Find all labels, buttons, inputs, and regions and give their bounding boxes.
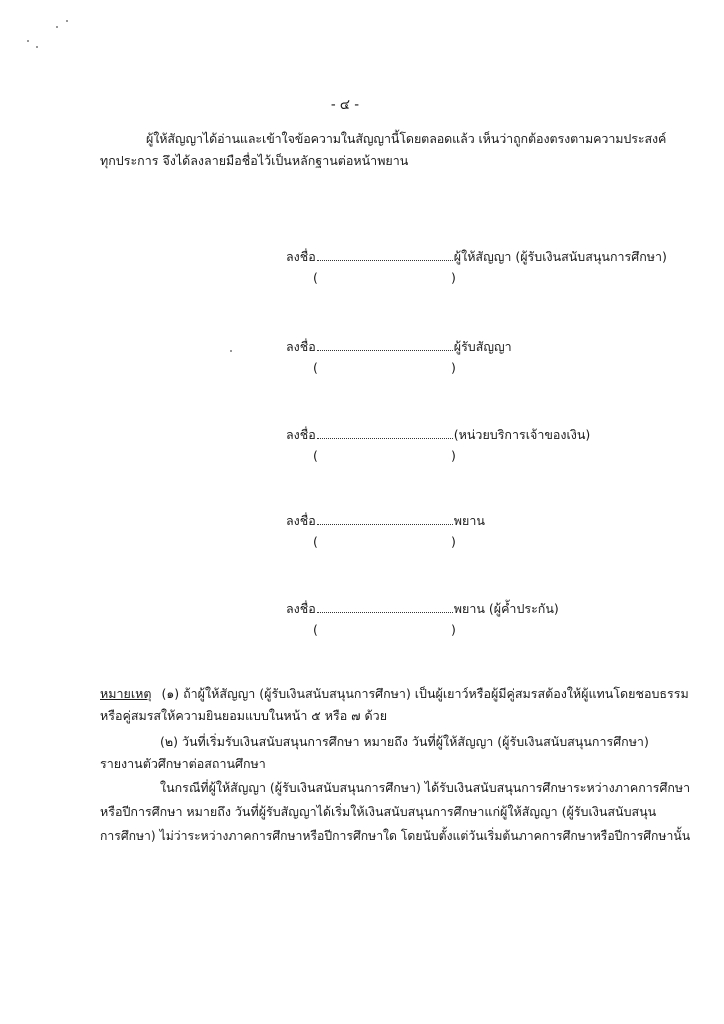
page-number: - ๔ - bbox=[330, 97, 360, 113]
note-3-line-2: หรือปีการศึกษา หมายถึง วันที่ผู้รับสัญญาได้เริ่มให้เงินสนับสนุนการศึกษาแก่ผู้ให้สัญญา (ผู้รับเงินสนับสนุน bbox=[100, 804, 657, 819]
signature-prefix: ลงชื่อ bbox=[286, 427, 316, 442]
signature-block-4 bbox=[286, 510, 686, 552]
paren-close: ) bbox=[451, 622, 456, 637]
note-2-line-1: (๒) วันที่เริ่มรับเงินสนับสนุนการศึกษา หมายถึง วันที่ผู้ให้สัญญา (ผู้รับเงินสนับสนุนการศึกษา) bbox=[160, 734, 649, 749]
signature-line[interactable] bbox=[317, 600, 453, 613]
printed-name-line[interactable] bbox=[286, 532, 686, 552]
signature-block-2 bbox=[286, 336, 686, 378]
signature-line[interactable] bbox=[317, 426, 453, 439]
note-3-line-1: ในกรณีที่ผู้ให้สัญญา (ผู้รับเงินสนับสนุนการศึกษา) ได้รับเงินสนับสนุนการศึกษาระหว่างภาคการศึกษา bbox=[160, 780, 691, 795]
signature-line[interactable] bbox=[317, 248, 453, 261]
intro-line-2: ทุกประการ จึงได้ลงลายมือชื่อไว้เป็นหลักฐานต่อหน้าพยาน bbox=[100, 153, 409, 168]
paren-close: ) bbox=[451, 360, 456, 375]
printed-name-line[interactable] bbox=[286, 446, 686, 466]
scan-speck bbox=[66, 20, 68, 22]
note-1-line-2: หรือคู่สมรสให้ความยินยอมแบบในหน้า ๕ หรือ ๗ ด้วย bbox=[100, 708, 388, 723]
paren-open: ( bbox=[313, 448, 318, 463]
paren-close: ) bbox=[451, 270, 456, 285]
intro-line-1: ผู้ให้สัญญาได้อ่านและเข้าใจข้อความในสัญญานี้โดยตลอดแล้ว เห็นว่าถูกต้องตรงตามความประสงค์ bbox=[146, 131, 667, 146]
paren-close: ) bbox=[451, 534, 456, 549]
paren-open: ( bbox=[313, 534, 318, 549]
printed-name-line[interactable] bbox=[286, 268, 686, 288]
signature-role: พยาน bbox=[453, 513, 485, 528]
note-1-line-1 bbox=[100, 684, 689, 704]
signature-role: (หน่วยบริการเจ้าของเงิน) bbox=[453, 427, 591, 442]
note-1-text: (๑) ถ้าผู้ให้สัญญา (ผู้รับเงินสนับสนุนการศึกษา) เป็นผู้เยาว์หรือผู้มีคู่สมรสต้องให้ผู้แทนโดยชอบธรรม bbox=[161, 686, 689, 701]
printed-name-line[interactable] bbox=[286, 620, 686, 640]
signature-prefix: ลงชื่อ bbox=[286, 249, 316, 264]
paren-open: ( bbox=[313, 270, 318, 285]
signature-role: ผู้รับสัญญา bbox=[453, 339, 512, 354]
signature-block-1 bbox=[286, 246, 686, 288]
signature-block-3 bbox=[286, 424, 686, 466]
scan-speck bbox=[27, 40, 29, 42]
paren-open: ( bbox=[313, 622, 318, 637]
signature-line[interactable] bbox=[317, 512, 453, 525]
note-label: หมายเหตุ bbox=[100, 686, 152, 701]
paren-close: ) bbox=[451, 448, 456, 463]
signature-block-5 bbox=[286, 598, 686, 640]
signature-prefix: ลงชื่อ bbox=[286, 601, 316, 616]
scan-speck bbox=[36, 46, 38, 48]
scan-speck bbox=[230, 350, 232, 352]
note-3-line-3: การศึกษา) ไม่ว่าระหว่างภาคการศึกษาหรือปีการศึกษาใด โดยนับตั้งแต่วันเริ่มต้นภาคการศึกษาหรือปีการศึกษานั้น bbox=[100, 828, 691, 843]
signature-prefix: ลงชื่อ bbox=[286, 339, 316, 354]
note-2-line-2: รายงานตัวศึกษาต่อสถานศึกษา bbox=[100, 756, 266, 771]
paren-open: ( bbox=[313, 360, 318, 375]
signature-prefix: ลงชื่อ bbox=[286, 513, 316, 528]
signature-role: พยาน (ผู้ค้ำประกัน) bbox=[453, 601, 559, 616]
signature-line[interactable] bbox=[317, 338, 453, 351]
scan-speck bbox=[56, 26, 58, 28]
signature-role: ผู้ให้สัญญา (ผู้รับเงินสนับสนุนการศึกษา) bbox=[453, 249, 667, 264]
printed-name-line[interactable] bbox=[286, 358, 686, 378]
